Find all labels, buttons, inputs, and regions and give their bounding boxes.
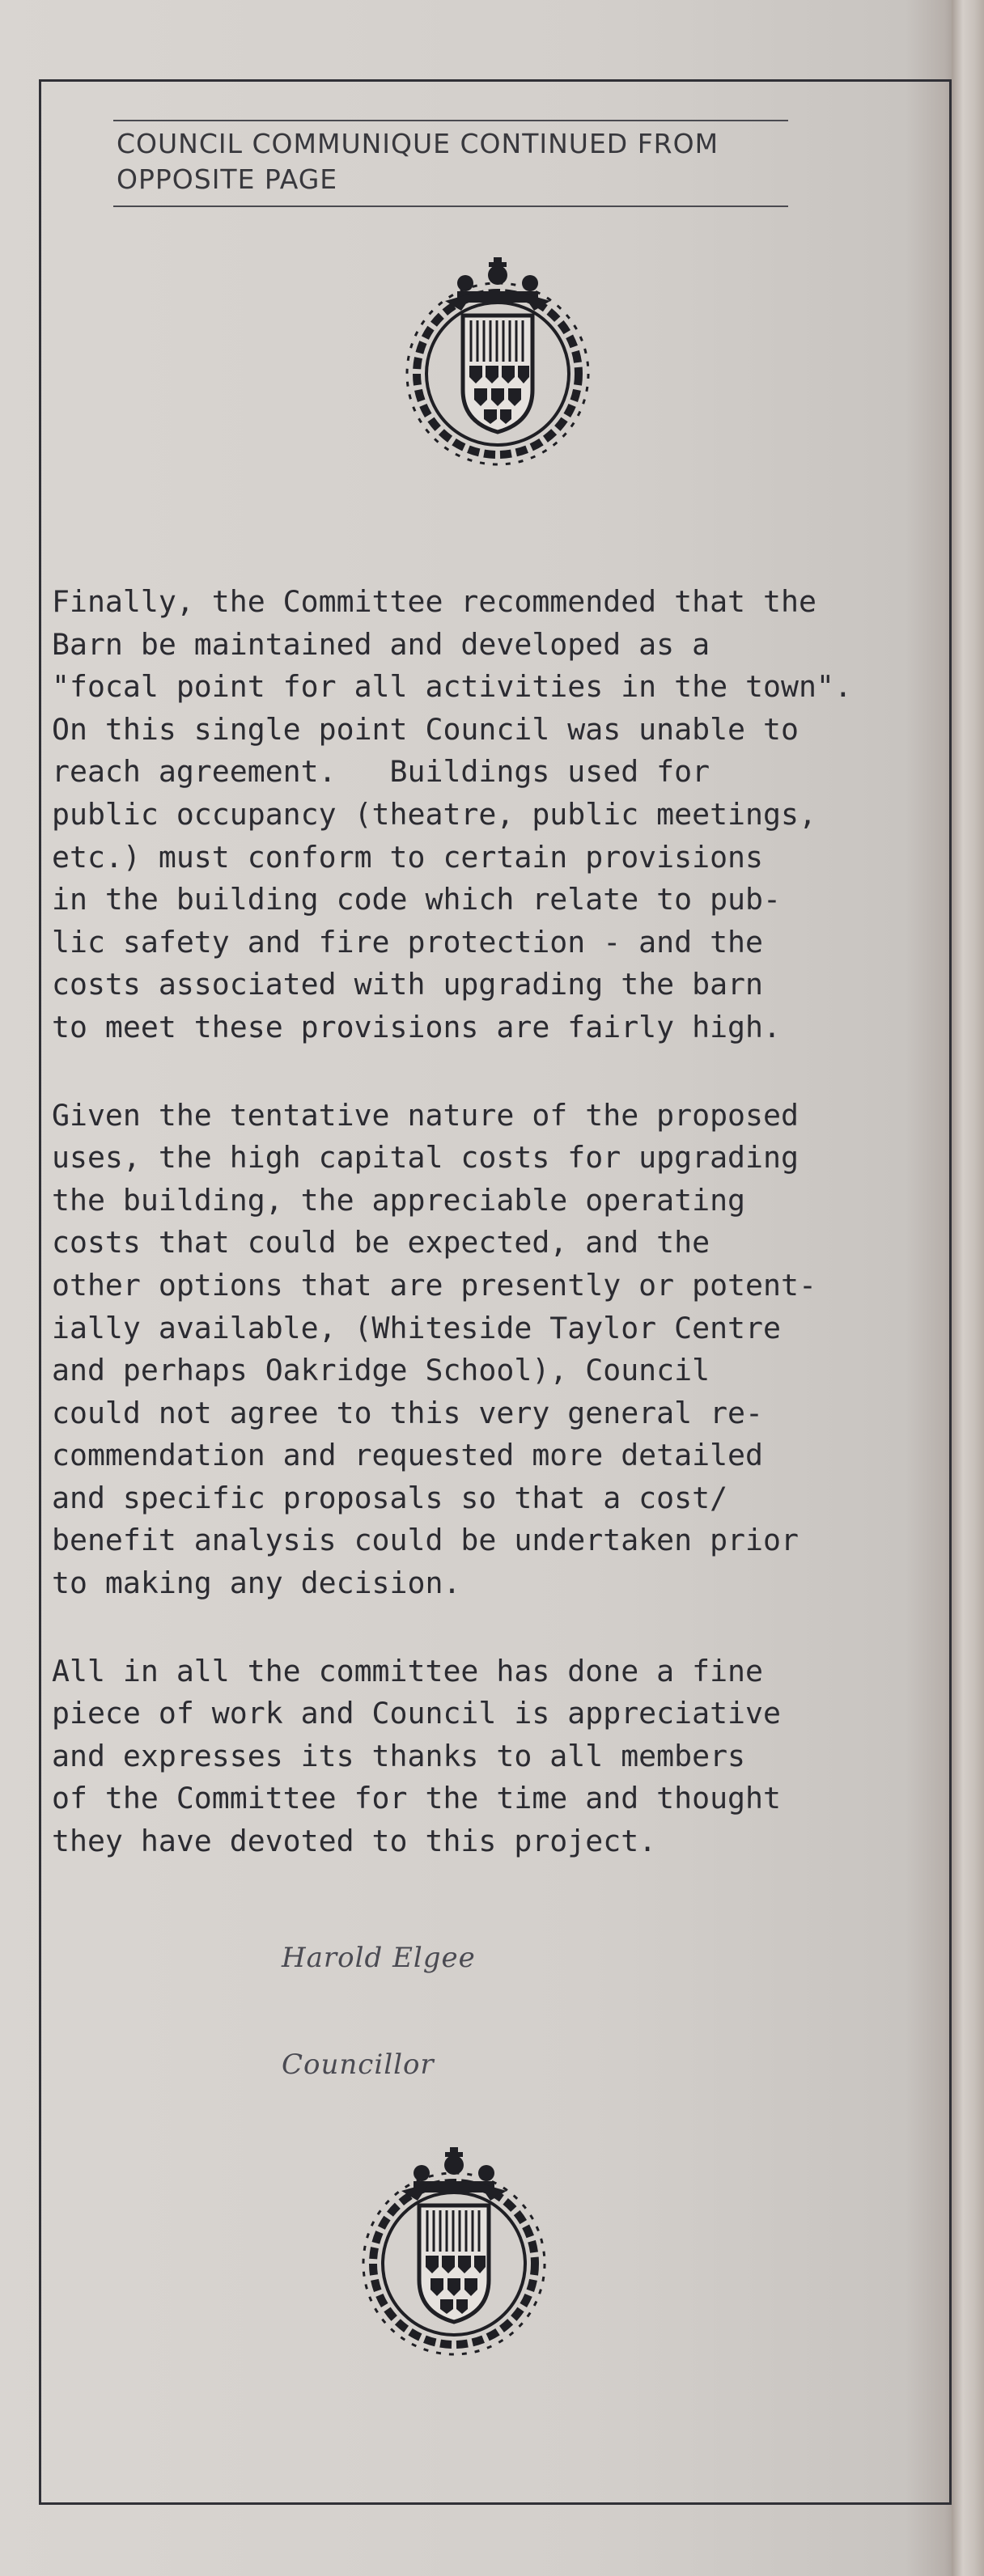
text-line: public occupancy (theatre, public meetings, (52, 796, 816, 832)
text-line: the building, the appreciable operating (52, 1182, 746, 1218)
communique-body (52, 581, 910, 1909)
text-line: they have devoted to this project. (52, 1824, 657, 1859)
header-line-1: COUNCIL COMMUNIQUE CONTINUED FROM (117, 128, 719, 159)
text-line: reach agreement. Buildings used for (52, 754, 710, 790)
text-line: in the building code which relate to pub- (52, 882, 781, 917)
text-line: benefit analysis could be undertaken prior (52, 1523, 799, 1558)
text-line: "focal point for all activities in the town". (52, 669, 852, 705)
signature-title: Councillor (282, 2049, 435, 2081)
text-line: of the Committee for the time and thought (52, 1781, 781, 1816)
text-line: commendation and requested more detailed (52, 1438, 763, 1473)
text-line: On this single point Council was unable to (52, 711, 799, 747)
header-line-2: OPPOSITE PAGE (117, 163, 338, 195)
text-line: costs that could be expected, and the (52, 1225, 710, 1260)
text-line: Given the tentative nature of the proposed (52, 1097, 799, 1133)
text-line: and specific proposals so that a cost/ (52, 1480, 728, 1515)
paragraph-committee-recommendation (52, 581, 910, 1049)
text-line: and perhaps Oakridge School), Council (52, 1353, 710, 1388)
text-line: Barn be maintained and developed as a (52, 626, 710, 662)
text-line: piece of work and Council is appreciative (52, 1696, 781, 1731)
text-line: ially available, (Whiteside Taylor Centre (52, 1310, 781, 1345)
text-line: lic safety and fire protection - and the (52, 924, 763, 960)
paragraph-thanks (52, 1650, 910, 1863)
communique-header (113, 120, 788, 207)
text-line: Finally, the Committee recommended that the (52, 584, 816, 619)
text-line: to meet these provisions are fairly high. (52, 1009, 781, 1044)
coat-of-arms-icon (353, 2142, 555, 2361)
paragraph-council-decision (52, 1095, 910, 1605)
text-line: uses, the high capital costs for upgrading (52, 1140, 799, 1176)
text-line: costs associated with upgrading the barn (52, 967, 763, 1002)
signature-name: Harold Elgee (282, 1942, 476, 1974)
text-line: All in all the committee has done a fine (52, 1653, 763, 1688)
text-line: to making any decision. (52, 1566, 461, 1601)
text-line: other options that are presently or potent- (52, 1267, 816, 1303)
coat-of-arms-icon (397, 252, 599, 471)
page-edge (952, 0, 984, 2576)
text-line: and expresses its thanks to all members (52, 1738, 746, 1773)
text-line: etc.) must conform to certain provisions (52, 839, 763, 875)
text-line: could not agree to this very general re- (52, 1395, 763, 1430)
